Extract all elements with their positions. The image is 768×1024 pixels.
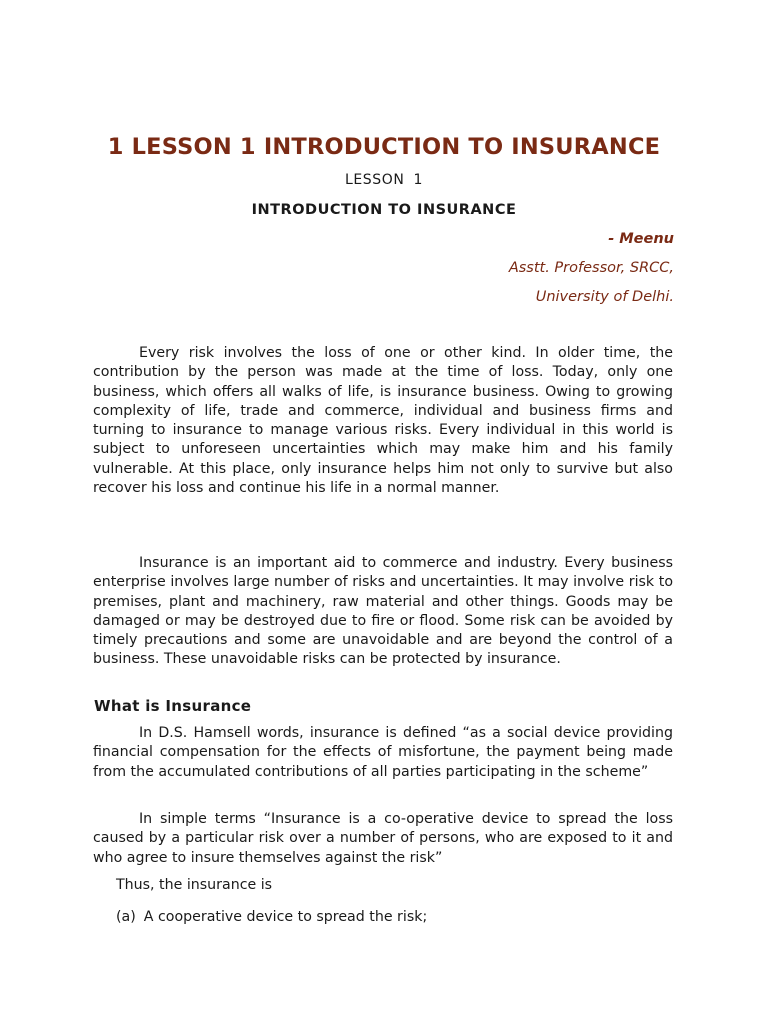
simple-terms-paragraph: In simple terms “Insurance is a co-operative device to spread the loss caused by a particular risk over a number of persons, who are exposed to it and who agree to insure themselves against the risk” [93,811,673,866]
list-item [116,909,427,925]
thus-line: Thus, the insurance is [116,877,273,893]
section-heading: What is Insurance [94,697,252,715]
list-item-text: A cooperative device to spread the risk; [143,909,428,925]
author-university: University of Delhi. [535,289,674,305]
intro-paragraph-1: Every risk involves the loss of one or other kind. In older time, the contribution by the person was made at the time of loss. Today, only one business, which offers all walks of life, is insurance business. Owing to growing complexity of life, trade and commerce, individual and business firms and turning to insurance to manage various risks. Every individual in this world is subject to unforeseen uncertainties which may make him and his family vulnerable. At this place, only insurance helps him not only to survive but also recover his loss and continue his life in a normal manner. [93,345,673,497]
lesson-label: LESSON 1 [344,172,424,188]
list-marker: (a) [116,909,136,925]
document-title: 1 LESSON 1 INTRODUCTION TO INSURANCE [107,134,661,160]
author-name: - Meenu [608,231,674,247]
definition-paragraph: In D.S. Hamsell words, insurance is defined “as a social device providing financial compensation for the effects of misfortune, the payment being made from the accumulated contributions of all parties participating in the scheme” [93,725,673,780]
author-title: Asstt. Professor, SRCC, [508,260,674,276]
lesson-subtitle: INTRODUCTION TO INSURANCE [251,202,517,218]
intro-paragraph-2: Insurance is an important aid to commerce and industry. Every business enterprise involves large number of risks and uncertainties. It may involve risk to premises, plant and machinery, raw material and other things. Goods may be damaged or may be destroyed due to fire or flood. Some risk can be avoided by timely precautions and some are unavoidable and are beyond the control of a business. These unavoidable risks can be protected by insurance. [93,555,673,668]
